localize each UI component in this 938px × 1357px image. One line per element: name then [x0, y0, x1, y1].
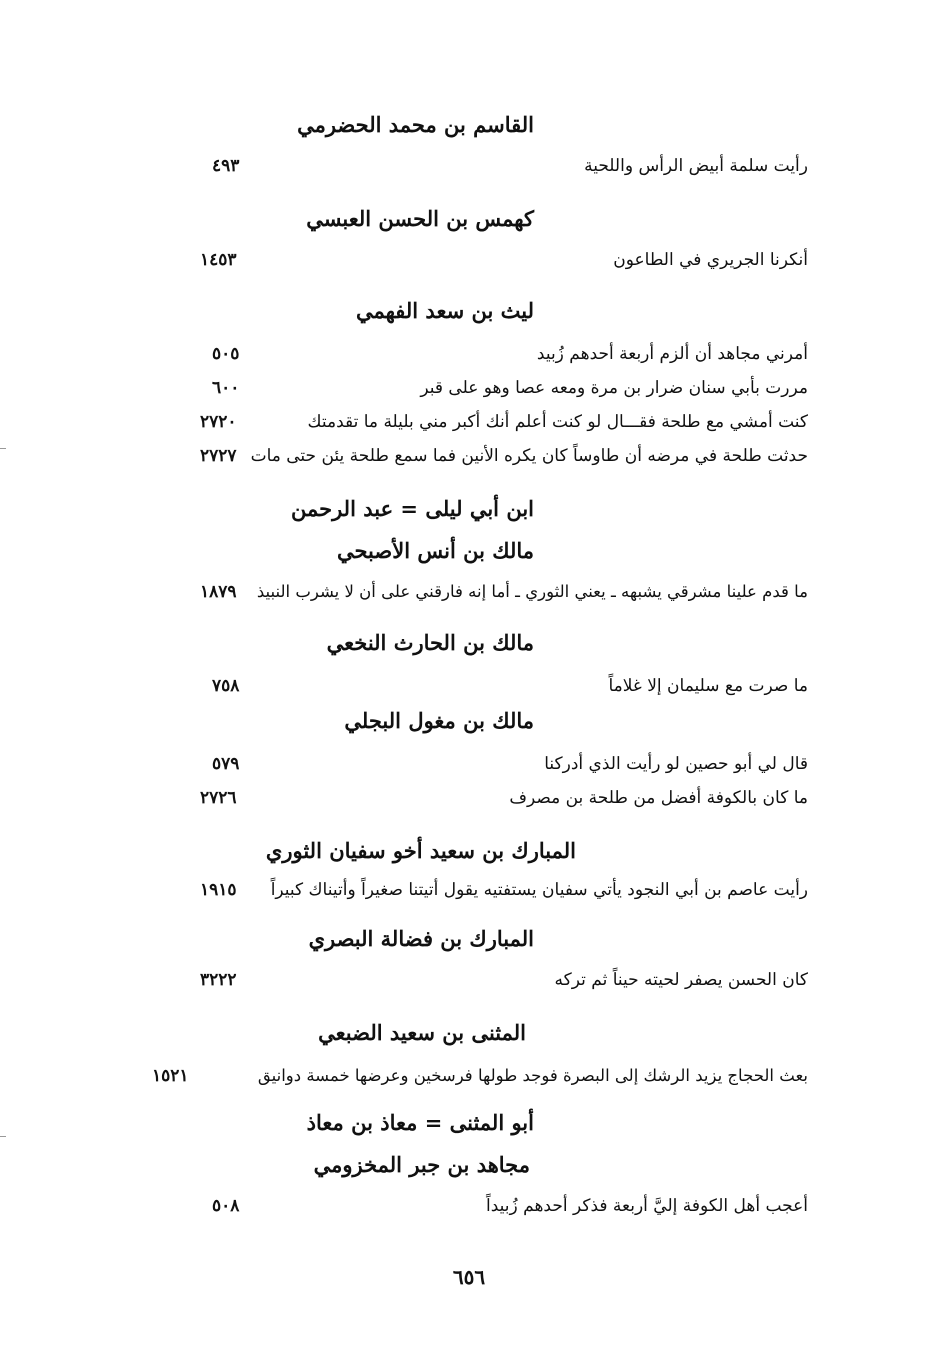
entry-text: كان الحسن يصفر لحيته حيناً ثم تركه: [554, 970, 808, 990]
entry-number: ١٤٥٣: [200, 250, 237, 270]
entry-text: ما كان بالكوفة أفضل من طلحة بن مصرف: [509, 788, 808, 808]
section-heading: المبارك بن فضالة البصري: [308, 926, 534, 951]
entry-number: ٣٢٢٢: [200, 970, 237, 990]
entry-text: كنت أمشي مع طلحة فقـــال لو كنت أعلم أنك أكبر مني بليلة ما تقدمتك: [307, 412, 808, 432]
section-heading: أبو المثنى = معاذ بن معاذ: [306, 1110, 534, 1135]
entry-text: حدثت طلحة في مرضه أن طاوساً كان يكره الأنين فما سمع طلحة يئن حتى مات: [250, 446, 808, 466]
entry-text: أنكرنا الجريري في الطاعون: [613, 250, 808, 270]
entry-number: ١٨٧٩: [200, 582, 237, 602]
entry-number: ٥٠٨: [212, 1196, 240, 1216]
section-heading: ليث بن سعد الفهمي: [355, 298, 534, 323]
entry-text: أمرني مجاهد أن ألزم أربعة أحدهم زُبيد: [536, 344, 808, 364]
entry-text: ما صرت مع سليمان إلا غلاماً: [608, 676, 808, 696]
section-heading: المبارك بن سعيد أخو سفيان الثوري: [265, 838, 576, 863]
section-heading: مالك بن الحارث النخعي: [326, 630, 534, 655]
entry-number: ٦٠٠: [212, 378, 240, 398]
scan-edge-mark: [0, 1136, 6, 1137]
entry-text: قال لي أبو حصين لو رأيت الذي أدركنا: [544, 754, 808, 774]
entry-number: ٤٩٣: [212, 156, 240, 176]
scan-edge-mark: [0, 448, 6, 449]
entry-text: ما قدم علينا مشرقي يشبهه ـ يعني الثوري ـ أما إنه فارقني على أن لا يشرب النبيذ: [256, 582, 808, 601]
section-heading: المثنى بن سعيد الضبعي: [318, 1020, 526, 1045]
entry-number: ٢٧٢٠: [200, 412, 237, 432]
section-heading: ابن أبي ليلى = عبد الرحمن: [290, 496, 534, 521]
entry-number: ١٥٢١: [152, 1066, 189, 1086]
entry-text: بعث الحجاج يزيد الرشك إلى البصرة فوجد طولها فرسخين وعرضها خمسة دوانيق: [257, 1066, 808, 1085]
section-heading: مالك بن مغول البجلي: [344, 708, 534, 733]
section-heading: مالك بن أنس الأصبحي: [337, 538, 534, 563]
page-number: ٦٥٦: [452, 1265, 486, 1289]
entry-number: ٥٠٥: [212, 344, 240, 364]
entry-text: أعجب أهل الكوفة إليَّ أربعة فذكر أحدهم زُبيداً: [486, 1196, 808, 1216]
entry-number: ٥٧٩: [212, 754, 240, 774]
entry-number: ١٩١٥: [200, 880, 237, 900]
entry-text: رأيت عاصم بن أبي النجود يأتي سفيان يستفتيه يقول أتيتنا صغيراً وأتيناك كبيراً: [270, 880, 808, 900]
section-heading: مجاهد بن جبر المخزومي: [313, 1152, 530, 1177]
entry-number: ٢٧٢٦: [200, 788, 237, 808]
entry-number: ٢٧٢٧: [200, 446, 237, 466]
entry-text: رأيت سلمة أبيض الرأس واللحية: [584, 156, 808, 176]
section-heading: كهمس بن الحسن العبسي: [306, 206, 534, 231]
entry-number: ٧٥٨: [212, 676, 240, 696]
section-heading: القاسم بن محمد الحضرمي: [297, 112, 534, 137]
entry-text: مررت بأبي سنان ضرار بن مرة ومعه عصا وهو على قبر: [420, 378, 808, 398]
